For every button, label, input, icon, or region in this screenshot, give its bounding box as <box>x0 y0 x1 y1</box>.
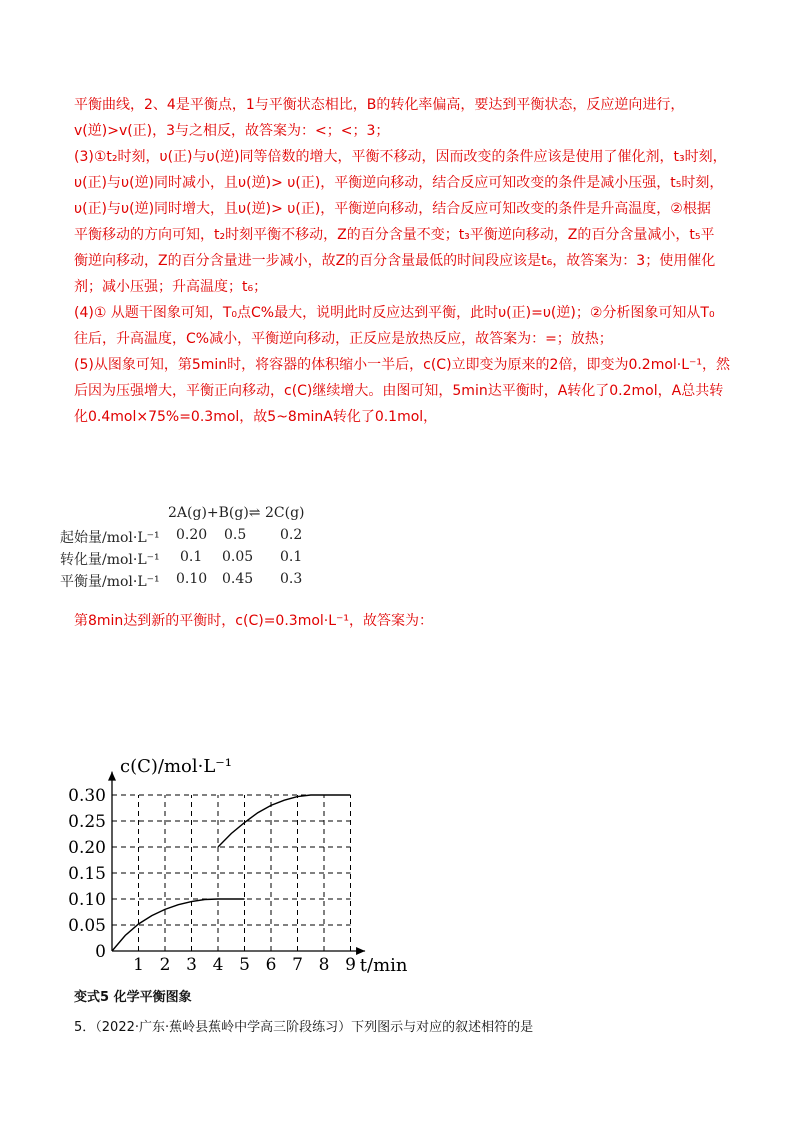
solution-text <box>74 92 734 430</box>
chart-grid <box>112 795 351 951</box>
x-tick-label: 4 <box>212 955 224 975</box>
section-heading: 变式5 化学平衡图象 <box>74 990 192 1005</box>
cell-b: 0.5 <box>224 527 247 543</box>
cell-c: 0.3 <box>280 571 303 587</box>
solution-line: υ(正)与υ(逆)同时增大，且υ(逆)> υ(正)，平衡逆向移动，结合反应可知改变的条件是升高温度，②根据 <box>74 201 711 217</box>
x-axis-arrow <box>356 947 365 955</box>
cell-c: 0.2 <box>280 527 303 543</box>
solution-line: v(逆)>v(正)，3与之相反，故答案为：<；<；3； <box>74 123 390 139</box>
solution-line: (3)①t₂时刻，υ(正)与υ(逆)同等倍数的增大，平衡不移动，因而改变的条件应该是使用了催化剂，t₃时刻， <box>74 149 727 165</box>
concentration-chart <box>60 748 460 978</box>
solution-line: 往后，升高温度，C%减小，平衡逆向移动，正反应是放热反应，故答案为：=；放热； <box>74 331 613 347</box>
origin-label: 0 <box>95 942 106 962</box>
y-axis-arrow <box>108 772 116 781</box>
cell-b: 0.05 <box>222 549 254 565</box>
x-tick-label: 8 <box>318 955 330 975</box>
cell-a: 0.1 <box>180 549 203 565</box>
x-axis-title: t/min <box>359 955 408 976</box>
x-tick-label: 5 <box>239 955 250 975</box>
question-5: 5．（2022·广东·蕉岭县蕉岭中学高三阶段练习）下列图示与对应的叙述相符的是 <box>74 1020 534 1035</box>
x-tick-label: 3 <box>186 955 197 975</box>
y-tick-label: 0.05 <box>68 916 106 936</box>
solution-line: 平衡曲线，2、4是平衡点，1与平衡状态相比，B的转化率偏高，要达到平衡状态，反应逆向进行， <box>74 97 685 113</box>
x-tick-label: 1 <box>133 955 144 975</box>
solution-line: 平衡移动的方向可知，t₂时刻平衡不移动，Z的百分含量不变；t₃平衡逆向移动，Z的百分含量减小，t₅平 <box>74 227 715 243</box>
cell-a: 0.20 <box>176 527 208 543</box>
x-tick-label: 2 <box>159 955 171 975</box>
x-tick-label: 9 <box>345 955 356 975</box>
reaction-equation: 2A(g)+B(g)⇌ 2C(g) <box>168 505 305 521</box>
y-tick-label: 0.30 <box>68 786 106 806</box>
solution-line: 衡逆向移动，Z的百分含量进一步减小，故Z的百分含量最低的时间段应该是t₆，故答案为：3；使用催化 <box>74 253 716 269</box>
cell-a: 0.10 <box>176 571 208 587</box>
solution-line: 化0.4mol×75%=0.3mol，故5~8minA转化了0.1mol， <box>74 409 438 425</box>
y-tick-label: 0.25 <box>68 812 106 832</box>
x-tick-label: 7 <box>292 955 303 975</box>
after-table-text: 第8min达到新的平衡时，c(C)=0.3mol·L⁻¹，故答案为： <box>74 613 434 629</box>
row-label: 起始量/mol·L⁻¹ <box>60 530 160 546</box>
solution-line: υ(正)与υ(逆)同时减小，且υ(逆)> υ(正)，平衡逆向移动，结合反应可知改变的条件是减小压强，t₅时刻， <box>74 175 724 191</box>
row-label: 平衡量/mol·L⁻¹ <box>60 574 160 590</box>
y-tick-label: 0.20 <box>68 838 106 858</box>
cell-b: 0.45 <box>222 571 254 587</box>
y-tick-label: 0.15 <box>68 864 106 884</box>
solution-line: (5)从图象可知，第5min时，将容器的体积缩小一半后，c(C)立即变为原来的2倍，即变为0.2mol·L⁻¹，然 <box>74 357 731 373</box>
cell-c: 0.1 <box>280 549 303 565</box>
chart-axes <box>108 772 365 955</box>
y-tick-label: 0.10 <box>68 890 106 910</box>
row-label: 转化量/mol·L⁻¹ <box>60 552 160 568</box>
x-tick-label: 6 <box>265 955 277 975</box>
solution-line: 后因为压强增大，平衡正向移动，c(C)继续增大。由图可知，5min达平衡时，A转化了0.2mol，A总共转 <box>74 383 724 399</box>
solution-line: 剂；减小压强；升高温度；t₆； <box>74 279 268 295</box>
solution-line: (4)① 从题干图象可知，T₀点C%最大，说明此时反应达到平衡，此时υ(正)=υ(逆)；②分析图象可知从T₀ <box>74 305 715 321</box>
y-axis-title: c(C)/mol·L⁻¹ <box>120 756 233 777</box>
